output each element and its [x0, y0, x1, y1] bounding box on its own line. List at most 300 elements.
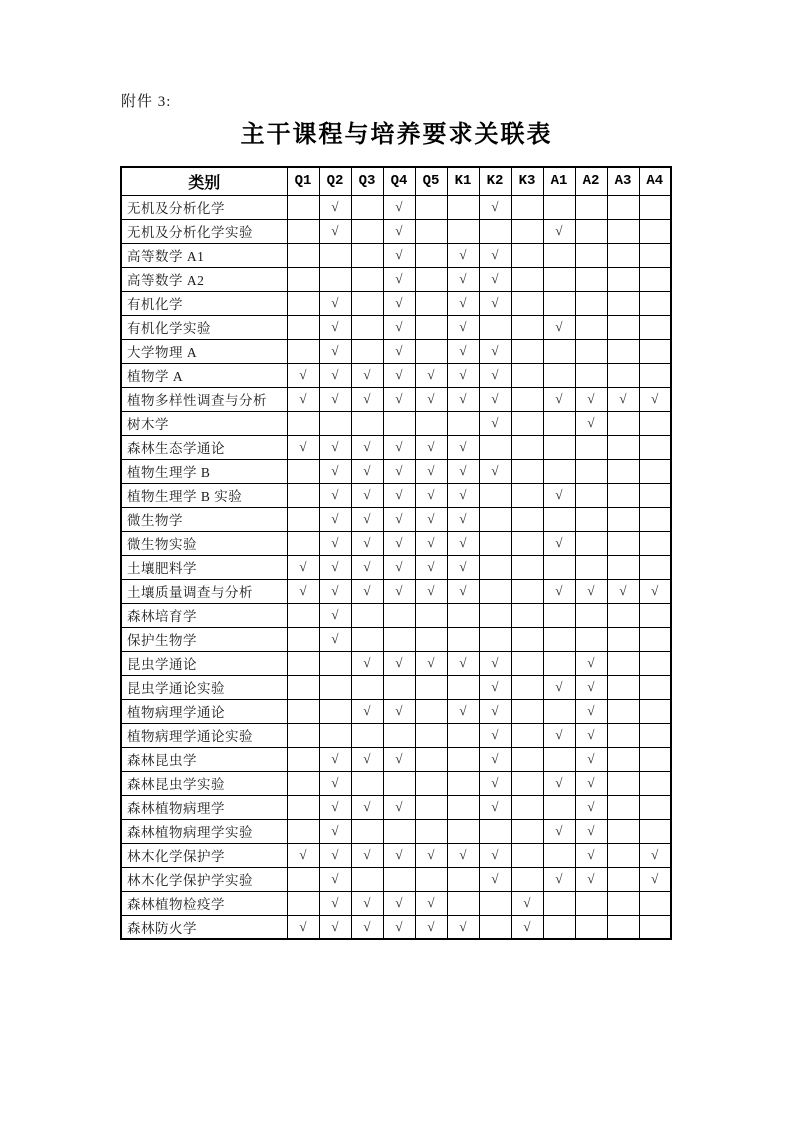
checkmark-cell: √ — [319, 819, 351, 843]
empty-cell — [575, 603, 607, 627]
checkmark-cell: √ — [511, 915, 543, 939]
checkmark-cell: √ — [479, 363, 511, 387]
course-name-cell: 植物生理学 B 实验 — [121, 483, 287, 507]
empty-cell — [415, 219, 447, 243]
header-k1: K1 — [447, 167, 479, 195]
checkmark-cell: √ — [447, 387, 479, 411]
empty-cell — [383, 819, 415, 843]
checkmark-cell: √ — [479, 339, 511, 363]
empty-cell — [511, 795, 543, 819]
empty-cell — [543, 891, 575, 915]
empty-cell — [607, 435, 639, 459]
checkmark-cell: √ — [543, 531, 575, 555]
checkmark-cell: √ — [639, 867, 671, 891]
checkmark-cell: √ — [383, 219, 415, 243]
checkmark-cell: √ — [383, 291, 415, 315]
checkmark-cell: √ — [351, 651, 383, 675]
empty-cell — [575, 219, 607, 243]
empty-cell — [383, 627, 415, 651]
checkmark-cell: √ — [383, 843, 415, 867]
empty-cell — [287, 747, 319, 771]
empty-cell — [575, 627, 607, 651]
header-q3: Q3 — [351, 167, 383, 195]
table-row — [121, 291, 671, 315]
empty-cell — [543, 603, 575, 627]
checkmark-cell: √ — [319, 291, 351, 315]
checkmark-cell: √ — [351, 579, 383, 603]
empty-cell — [607, 771, 639, 795]
empty-cell — [287, 699, 319, 723]
checkmark-cell: √ — [319, 435, 351, 459]
course-name-cell: 大学物理 A — [121, 339, 287, 363]
empty-cell — [447, 891, 479, 915]
checkmark-cell: √ — [447, 555, 479, 579]
header-q5: Q5 — [415, 167, 447, 195]
checkmark-cell: √ — [319, 195, 351, 219]
course-name-cell: 森林植物检疫学 — [121, 891, 287, 915]
course-name-cell: 无机及分析化学实验 — [121, 219, 287, 243]
empty-cell — [287, 315, 319, 339]
checkmark-cell: √ — [543, 483, 575, 507]
empty-cell — [383, 411, 415, 435]
empty-cell — [511, 387, 543, 411]
course-name-cell: 林木化学保护学实验 — [121, 867, 287, 891]
empty-cell — [415, 195, 447, 219]
empty-cell — [287, 651, 319, 675]
empty-cell — [479, 531, 511, 555]
table-row — [121, 771, 671, 795]
checkmark-cell: √ — [383, 195, 415, 219]
empty-cell — [287, 243, 319, 267]
checkmark-cell: √ — [479, 291, 511, 315]
checkmark-cell: √ — [447, 483, 479, 507]
empty-cell — [511, 267, 543, 291]
course-name-cell: 无机及分析化学 — [121, 195, 287, 219]
checkmark-cell: √ — [447, 579, 479, 603]
empty-cell — [575, 891, 607, 915]
checkmark-cell: √ — [479, 411, 511, 435]
table-row — [121, 843, 671, 867]
empty-cell — [479, 603, 511, 627]
checkmark-cell: √ — [479, 843, 511, 867]
empty-cell — [607, 603, 639, 627]
checkmark-cell: √ — [351, 795, 383, 819]
empty-cell — [479, 819, 511, 843]
table-row — [121, 651, 671, 675]
checkmark-cell: √ — [447, 507, 479, 531]
table-row — [121, 555, 671, 579]
empty-cell — [287, 483, 319, 507]
empty-cell — [543, 627, 575, 651]
checkmark-cell: √ — [319, 915, 351, 939]
course-name-cell: 森林植物病理学实验 — [121, 819, 287, 843]
empty-cell — [447, 819, 479, 843]
checkmark-cell: √ — [351, 387, 383, 411]
empty-cell — [511, 291, 543, 315]
empty-cell — [511, 699, 543, 723]
empty-cell — [575, 507, 607, 531]
empty-cell — [287, 291, 319, 315]
course-name-cell: 林木化学保护学 — [121, 843, 287, 867]
table-row — [121, 531, 671, 555]
empty-cell — [447, 771, 479, 795]
empty-cell — [511, 315, 543, 339]
course-name-cell: 昆虫学通论 — [121, 651, 287, 675]
checkmark-cell: √ — [415, 555, 447, 579]
checkmark-cell: √ — [287, 435, 319, 459]
course-name-cell: 微生物学 — [121, 507, 287, 531]
checkmark-cell: √ — [287, 387, 319, 411]
empty-cell — [575, 363, 607, 387]
empty-cell — [607, 219, 639, 243]
empty-cell — [607, 459, 639, 483]
checkmark-cell: √ — [383, 459, 415, 483]
checkmark-cell: √ — [543, 219, 575, 243]
empty-cell — [511, 435, 543, 459]
empty-cell — [639, 651, 671, 675]
empty-cell — [575, 339, 607, 363]
empty-cell — [479, 627, 511, 651]
empty-cell — [575, 555, 607, 579]
checkmark-cell: √ — [415, 651, 447, 675]
empty-cell — [351, 675, 383, 699]
empty-cell — [319, 243, 351, 267]
empty-cell — [543, 747, 575, 771]
empty-cell — [639, 315, 671, 339]
course-name-cell: 微生物实验 — [121, 531, 287, 555]
empty-cell — [479, 555, 511, 579]
checkmark-cell: √ — [543, 579, 575, 603]
empty-cell — [543, 651, 575, 675]
empty-cell — [607, 363, 639, 387]
table-body — [121, 195, 671, 939]
checkmark-cell: √ — [351, 555, 383, 579]
table-row — [121, 699, 671, 723]
course-name-cell: 植物多样性调查与分析 — [121, 387, 287, 411]
checkmark-cell: √ — [383, 891, 415, 915]
checkmark-cell: √ — [447, 291, 479, 315]
checkmark-cell: √ — [383, 363, 415, 387]
header-q2: Q2 — [319, 167, 351, 195]
empty-cell — [639, 723, 671, 747]
checkmark-cell: √ — [415, 363, 447, 387]
checkmark-cell: √ — [319, 843, 351, 867]
checkmark-cell: √ — [607, 387, 639, 411]
empty-cell — [607, 507, 639, 531]
checkmark-cell: √ — [575, 747, 607, 771]
table-row — [121, 483, 671, 507]
empty-cell — [607, 699, 639, 723]
empty-cell — [479, 315, 511, 339]
empty-cell — [607, 267, 639, 291]
checkmark-cell: √ — [447, 651, 479, 675]
empty-cell — [447, 747, 479, 771]
empty-cell — [287, 627, 319, 651]
empty-cell — [415, 771, 447, 795]
empty-cell — [415, 267, 447, 291]
checkmark-cell: √ — [319, 315, 351, 339]
checkmark-cell: √ — [543, 315, 575, 339]
attachment-label: 附件 3: — [121, 94, 172, 110]
empty-cell — [415, 315, 447, 339]
course-name-cell: 植物病理学通论 — [121, 699, 287, 723]
empty-cell — [383, 675, 415, 699]
empty-cell — [287, 507, 319, 531]
empty-cell — [575, 531, 607, 555]
checkmark-cell: √ — [319, 867, 351, 891]
empty-cell — [351, 315, 383, 339]
empty-cell — [415, 411, 447, 435]
empty-cell — [287, 603, 319, 627]
course-name-cell: 保护生物学 — [121, 627, 287, 651]
checkmark-cell: √ — [351, 747, 383, 771]
empty-cell — [575, 315, 607, 339]
empty-cell — [639, 339, 671, 363]
empty-cell — [351, 219, 383, 243]
empty-cell — [543, 843, 575, 867]
empty-cell — [287, 411, 319, 435]
table-row — [121, 627, 671, 651]
empty-cell — [447, 603, 479, 627]
checkmark-cell: √ — [319, 555, 351, 579]
checkmark-cell: √ — [415, 843, 447, 867]
empty-cell — [575, 435, 607, 459]
empty-cell — [607, 675, 639, 699]
checkmark-cell: √ — [447, 243, 479, 267]
course-name-cell: 森林植物病理学 — [121, 795, 287, 819]
empty-cell — [511, 483, 543, 507]
empty-cell — [607, 411, 639, 435]
checkmark-cell: √ — [319, 219, 351, 243]
empty-cell — [287, 195, 319, 219]
empty-cell — [383, 771, 415, 795]
empty-cell — [479, 435, 511, 459]
empty-cell — [287, 771, 319, 795]
course-name-cell: 昆虫学通论实验 — [121, 675, 287, 699]
empty-cell — [447, 675, 479, 699]
checkmark-cell: √ — [383, 579, 415, 603]
checkmark-cell: √ — [575, 795, 607, 819]
empty-cell — [447, 867, 479, 891]
checkmark-cell: √ — [319, 891, 351, 915]
checkmark-cell: √ — [415, 435, 447, 459]
empty-cell — [351, 867, 383, 891]
checkmark-cell: √ — [287, 579, 319, 603]
checkmark-cell: √ — [447, 843, 479, 867]
checkmark-cell: √ — [319, 771, 351, 795]
checkmark-cell: √ — [479, 795, 511, 819]
empty-cell — [383, 603, 415, 627]
checkmark-cell: √ — [319, 747, 351, 771]
table-row — [121, 219, 671, 243]
header-a4: A4 — [639, 167, 671, 195]
empty-cell — [415, 243, 447, 267]
empty-cell — [319, 699, 351, 723]
checkmark-cell: √ — [447, 339, 479, 363]
course-name-cell: 植物生理学 B — [121, 459, 287, 483]
checkmark-cell: √ — [383, 339, 415, 363]
empty-cell — [447, 795, 479, 819]
checkmark-cell: √ — [351, 915, 383, 939]
empty-cell — [511, 579, 543, 603]
table-row — [121, 915, 671, 939]
course-name-cell: 森林防火学 — [121, 915, 287, 939]
checkmark-cell: √ — [351, 699, 383, 723]
checkmark-cell: √ — [575, 411, 607, 435]
checkmark-cell: √ — [575, 723, 607, 747]
checkmark-cell: √ — [383, 315, 415, 339]
checkmark-cell: √ — [319, 627, 351, 651]
course-name-cell: 树木学 — [121, 411, 287, 435]
empty-cell — [511, 843, 543, 867]
empty-cell — [607, 243, 639, 267]
empty-cell — [511, 867, 543, 891]
header-a2: A2 — [575, 167, 607, 195]
empty-cell — [351, 411, 383, 435]
checkmark-cell: √ — [351, 843, 383, 867]
checkmark-cell: √ — [287, 843, 319, 867]
empty-cell — [415, 699, 447, 723]
checkmark-cell: √ — [415, 483, 447, 507]
header-k3: K3 — [511, 167, 543, 195]
empty-cell — [639, 195, 671, 219]
empty-cell — [639, 243, 671, 267]
empty-cell — [479, 507, 511, 531]
checkmark-cell: √ — [383, 555, 415, 579]
header-category: 类别 — [121, 167, 287, 195]
empty-cell — [639, 435, 671, 459]
empty-cell — [607, 867, 639, 891]
checkmark-cell: √ — [383, 795, 415, 819]
empty-cell — [447, 195, 479, 219]
empty-cell — [351, 819, 383, 843]
empty-cell — [543, 267, 575, 291]
checkmark-cell: √ — [447, 915, 479, 939]
empty-cell — [319, 411, 351, 435]
empty-cell — [511, 819, 543, 843]
course-name-cell: 森林生态学通论 — [121, 435, 287, 459]
course-name-cell: 森林昆虫学 — [121, 747, 287, 771]
checkmark-cell: √ — [447, 267, 479, 291]
empty-cell — [543, 555, 575, 579]
checkmark-cell: √ — [575, 579, 607, 603]
checkmark-cell: √ — [479, 747, 511, 771]
empty-cell — [415, 747, 447, 771]
checkmark-cell: √ — [479, 723, 511, 747]
course-name-cell: 植物病理学通论实验 — [121, 723, 287, 747]
empty-cell — [607, 651, 639, 675]
checkmark-cell: √ — [383, 915, 415, 939]
empty-cell — [415, 675, 447, 699]
checkmark-cell: √ — [447, 459, 479, 483]
empty-cell — [351, 603, 383, 627]
empty-cell — [543, 243, 575, 267]
course-name-cell: 森林培育学 — [121, 603, 287, 627]
checkmark-cell: √ — [319, 339, 351, 363]
checkmark-cell: √ — [351, 363, 383, 387]
checkmark-cell: √ — [415, 459, 447, 483]
course-name-cell: 高等数学 A2 — [121, 267, 287, 291]
table-row — [121, 891, 671, 915]
checkmark-cell: √ — [351, 459, 383, 483]
checkmark-cell: √ — [415, 579, 447, 603]
checkmark-cell: √ — [575, 675, 607, 699]
checkmark-cell: √ — [319, 363, 351, 387]
table-row — [121, 387, 671, 411]
empty-cell — [639, 675, 671, 699]
empty-cell — [607, 291, 639, 315]
empty-cell — [287, 795, 319, 819]
empty-cell — [607, 891, 639, 915]
checkmark-cell: √ — [575, 771, 607, 795]
empty-cell — [543, 459, 575, 483]
checkmark-cell: √ — [479, 243, 511, 267]
empty-cell — [319, 651, 351, 675]
checkmark-cell: √ — [351, 891, 383, 915]
empty-cell — [607, 747, 639, 771]
empty-cell — [351, 291, 383, 315]
checkmark-cell: √ — [511, 891, 543, 915]
table-row — [121, 435, 671, 459]
empty-cell — [543, 195, 575, 219]
course-name-cell: 土壤质量调查与分析 — [121, 579, 287, 603]
empty-cell — [415, 795, 447, 819]
empty-cell — [351, 627, 383, 651]
empty-cell — [351, 267, 383, 291]
empty-cell — [575, 483, 607, 507]
checkmark-cell: √ — [543, 387, 575, 411]
checkmark-cell: √ — [575, 867, 607, 891]
table-row — [121, 747, 671, 771]
empty-cell — [575, 459, 607, 483]
empty-cell — [639, 627, 671, 651]
checkmark-cell: √ — [383, 387, 415, 411]
empty-cell — [575, 267, 607, 291]
empty-cell — [639, 411, 671, 435]
checkmark-cell: √ — [575, 699, 607, 723]
empty-cell — [607, 339, 639, 363]
table-row — [121, 507, 671, 531]
checkmark-cell: √ — [415, 915, 447, 939]
empty-cell — [639, 771, 671, 795]
checkmark-cell: √ — [447, 699, 479, 723]
empty-cell — [287, 219, 319, 243]
checkmark-cell: √ — [287, 555, 319, 579]
course-name-cell: 森林昆虫学实验 — [121, 771, 287, 795]
empty-cell — [511, 651, 543, 675]
table-row — [121, 315, 671, 339]
checkmark-cell: √ — [607, 579, 639, 603]
course-name-cell: 有机化学 — [121, 291, 287, 315]
checkmark-cell: √ — [479, 651, 511, 675]
checkmark-cell: √ — [319, 483, 351, 507]
empty-cell — [511, 459, 543, 483]
checkmark-cell: √ — [351, 435, 383, 459]
empty-cell — [607, 819, 639, 843]
table-row — [121, 723, 671, 747]
empty-cell — [287, 267, 319, 291]
checkmark-cell: √ — [287, 363, 319, 387]
empty-cell — [543, 291, 575, 315]
empty-cell — [479, 915, 511, 939]
empty-cell — [607, 843, 639, 867]
checkmark-cell: √ — [319, 459, 351, 483]
checkmark-cell: √ — [383, 699, 415, 723]
checkmark-cell: √ — [479, 699, 511, 723]
empty-cell — [319, 675, 351, 699]
empty-cell — [479, 219, 511, 243]
empty-cell — [543, 915, 575, 939]
